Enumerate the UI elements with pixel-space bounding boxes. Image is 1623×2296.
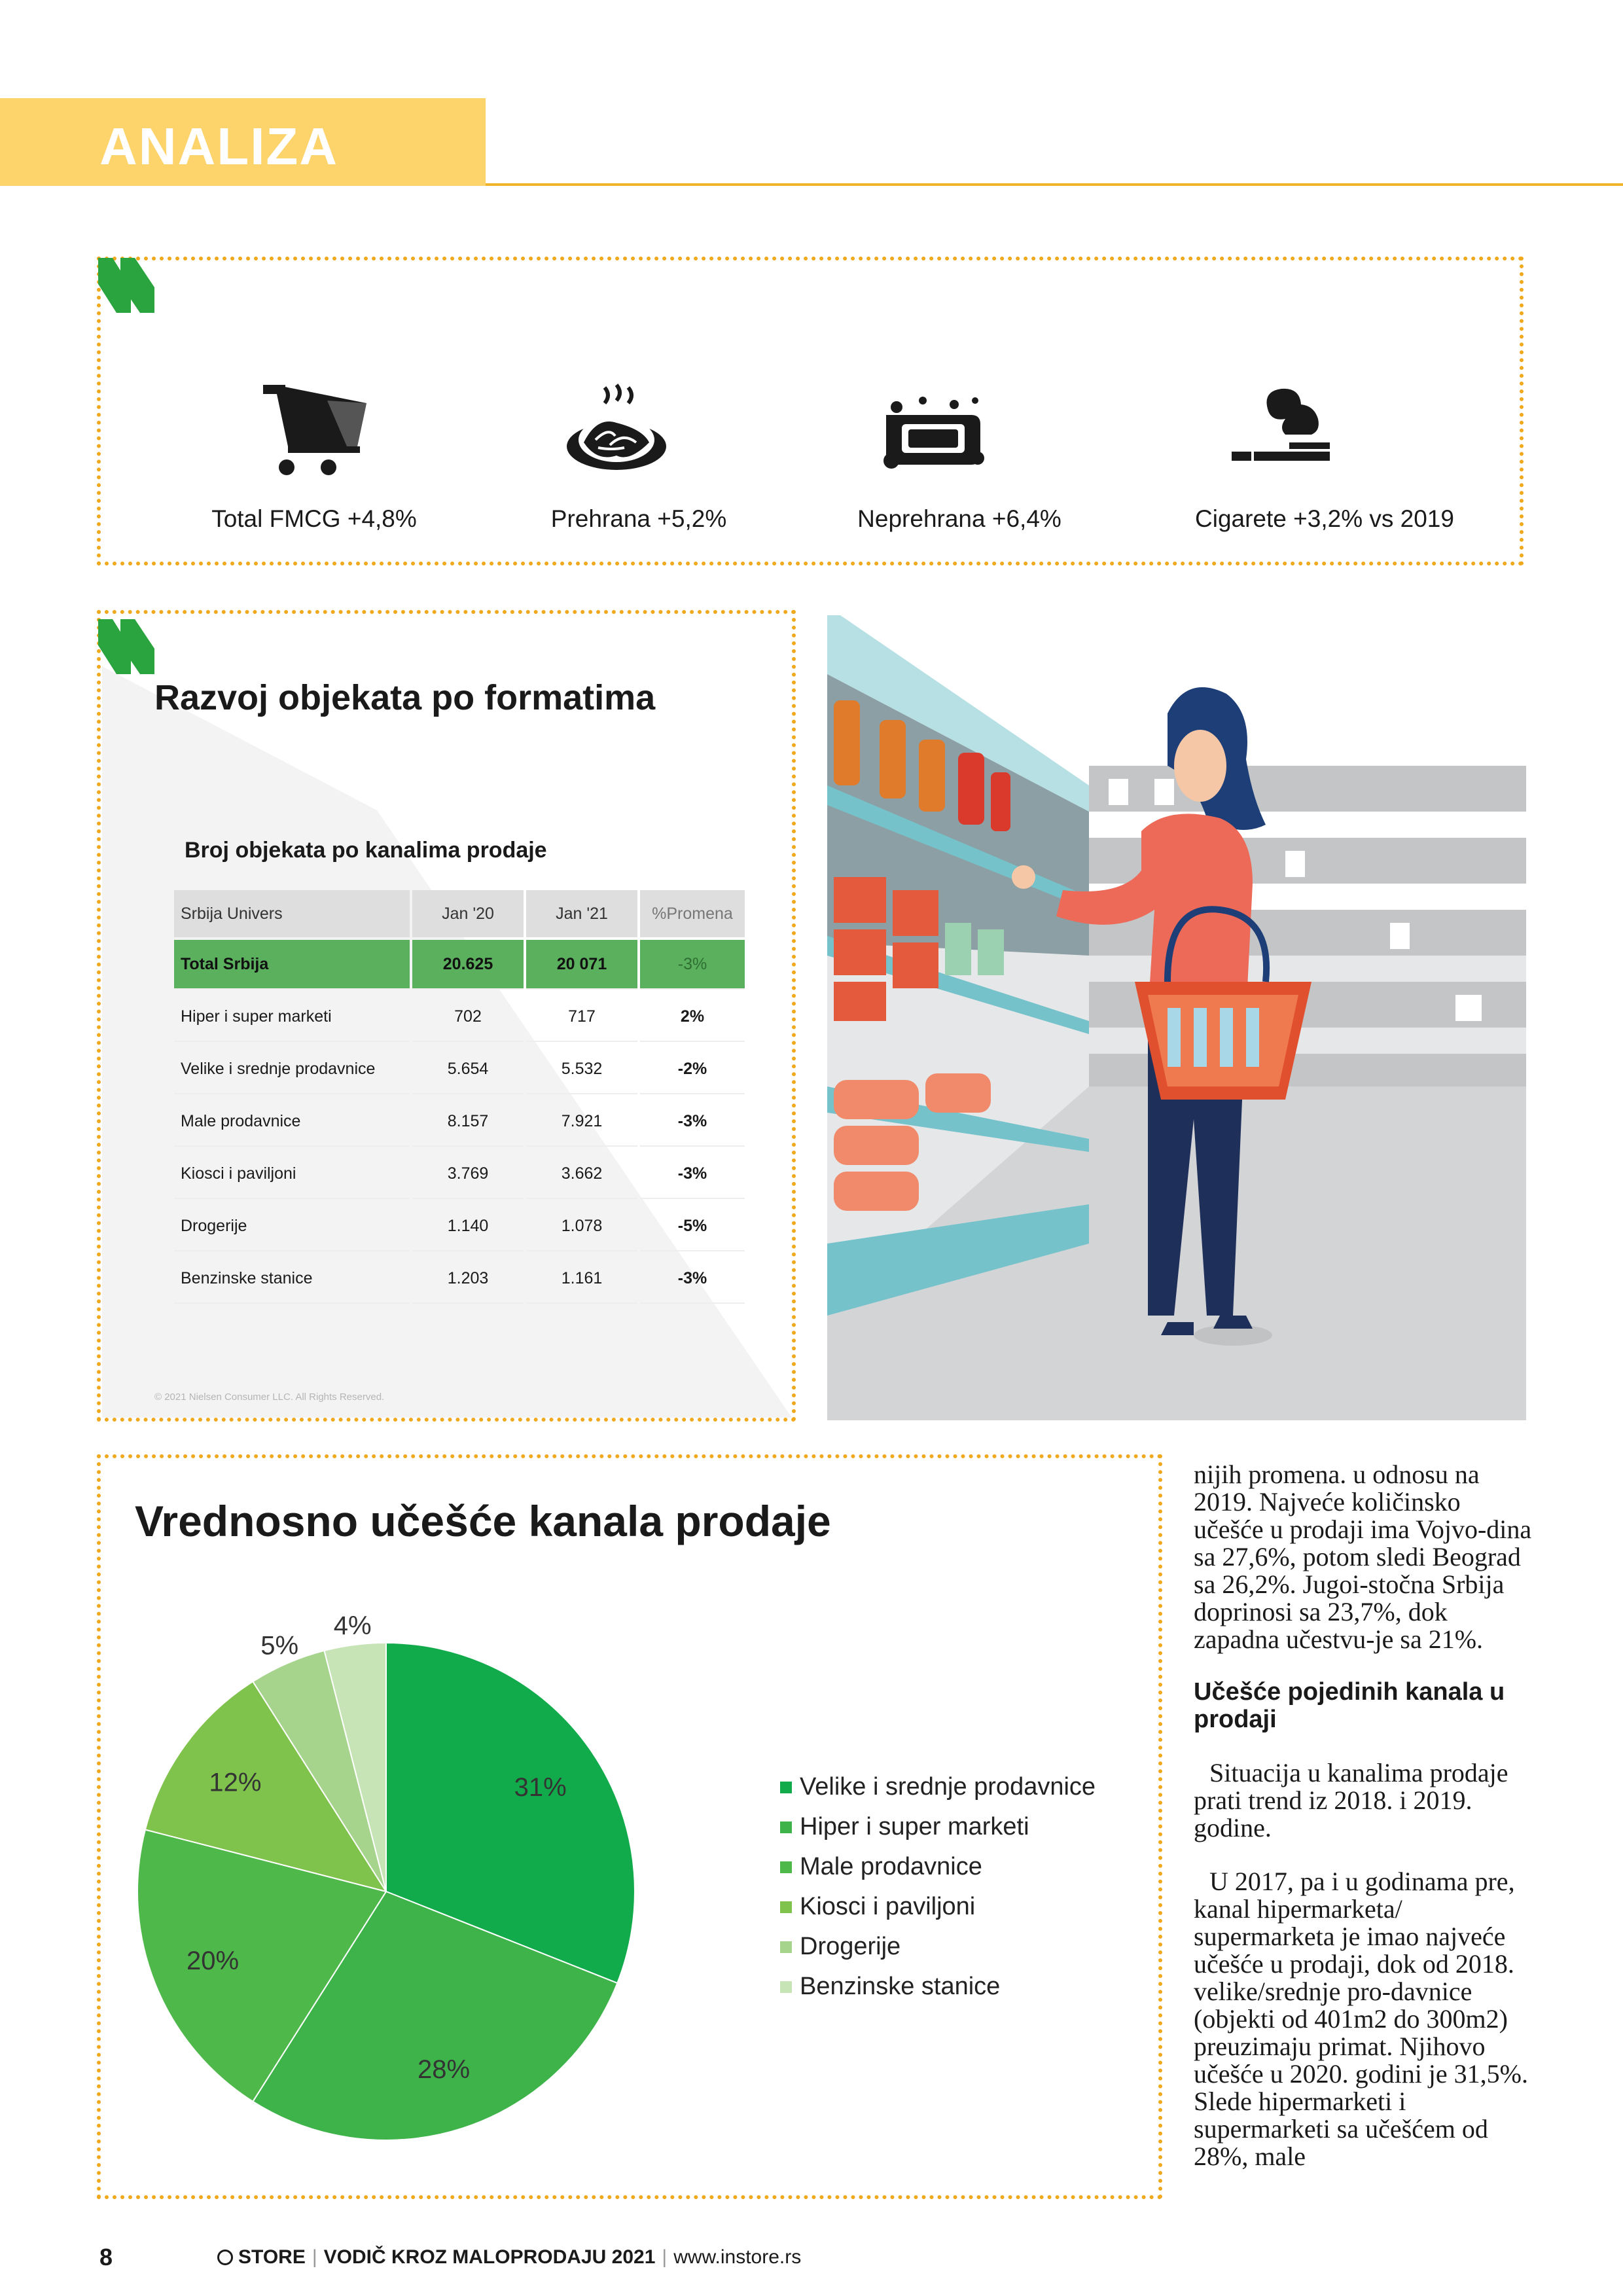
publication-name: VODIČ KROZ MALOPRODAJU 2021 xyxy=(323,2246,656,2268)
website-url: www.instore.rs xyxy=(673,2246,802,2268)
page-footer xyxy=(99,2244,801,2271)
table-cell: -3% xyxy=(640,1149,745,1199)
table-cell: 1.140 xyxy=(412,1202,524,1251)
table-cell: Total Srbija xyxy=(174,940,410,990)
table-cell: 5.532 xyxy=(526,1045,637,1094)
table-row xyxy=(174,992,745,1042)
article-column xyxy=(1194,1461,1534,2170)
table-cell: 20 071 xyxy=(526,940,637,990)
table-cell: 1.161 xyxy=(526,1254,637,1304)
table-cell: -2% xyxy=(640,1045,745,1094)
table-row xyxy=(174,1149,745,1199)
legend-swatch xyxy=(780,1821,792,1833)
article-paragraph: nijih promena. u odnosu na 2019. Najveće količinsko učešće u prodaji ima Vojvo-dina sa 27,6%, potom sledi Beograd sa 26,2%. Jugoi-stočna Srbija doprinosi sa 23,7%, dok zapadna učestvu-je sa 21%. xyxy=(1194,1460,1532,1654)
table-cell: 5.654 xyxy=(412,1045,524,1094)
table-header-row xyxy=(174,890,745,937)
shopper-illustration xyxy=(827,615,1526,1420)
footer-separator: | xyxy=(312,2246,317,2268)
formats-subtitle: Broj objekata po kanalima prodaje xyxy=(185,838,547,863)
food-plate-icon xyxy=(551,374,682,479)
article-paragraph: U 2017, pa i u godinama pre, kanal hipermarketa/ supermarketa je imao najveće učešće u prodaji, dok od 2018. velike/srednje pro-davnice (objekti od 401m2 do 300m2) preuzimaju primat. Njihovo učešće u 2020. godini je 31,5%. Slede hipermarketi i supermarketi sa učešćem od 28%, male xyxy=(1194,1867,1528,2171)
table-cell: 717 xyxy=(526,992,637,1042)
legend-swatch xyxy=(780,1861,792,1873)
pie-data-label: 12% xyxy=(209,1768,262,1797)
article-heading: Učešće pojedinih kanala u prodaji xyxy=(1194,1678,1505,1733)
table-cell: Drogerije xyxy=(174,1202,410,1251)
double-chevron-icon xyxy=(98,258,157,317)
legend-label: Kiosci i paviljoni xyxy=(800,1893,976,1920)
table-cell: 7.921 xyxy=(526,1097,637,1147)
formats-title: Razvoj objekata po formatima xyxy=(154,678,656,717)
legend-swatch xyxy=(780,1782,792,1793)
legend-item xyxy=(780,1847,1096,1887)
column-header: %Promena xyxy=(640,890,745,937)
soap-icon xyxy=(863,374,993,479)
shopping-cart-icon xyxy=(249,374,380,479)
stat-prehrana: Prehrana +5,2% xyxy=(550,505,727,532)
column-header: Jan '21 xyxy=(526,890,637,937)
legend-swatch xyxy=(780,1941,792,1953)
table-row xyxy=(174,1202,745,1251)
legend-item xyxy=(780,1807,1096,1847)
footer-separator: | xyxy=(662,2246,668,2268)
brand-name: STORE xyxy=(238,2246,306,2268)
table-cell: 2% xyxy=(640,992,745,1042)
legend-item xyxy=(780,1887,1096,1927)
legend-item xyxy=(780,1967,1096,2007)
brand-logo-icon xyxy=(217,2250,233,2265)
table-cell: Hiper i super marketi xyxy=(174,992,410,1042)
legend-label: Drogerije xyxy=(800,1933,901,1960)
table-cell: Kiosci i paviljoni xyxy=(174,1149,410,1199)
table-cell: 1.203 xyxy=(412,1254,524,1304)
pie-data-label: 20% xyxy=(186,1946,240,1975)
table-cell: 3.769 xyxy=(412,1149,524,1199)
legend-swatch xyxy=(780,1981,792,1993)
table-row xyxy=(174,1045,745,1094)
column-header: Jan '20 xyxy=(412,890,524,937)
table-cell: Benzinske stanice xyxy=(174,1254,410,1304)
pie-data-label: 5% xyxy=(260,1631,299,1660)
column-header: Srbija Univers xyxy=(174,890,410,937)
table-cell: -3% xyxy=(640,1097,745,1147)
table-cell: -3% xyxy=(640,940,745,990)
stat-neprehrana: Neprehrana +6,4% xyxy=(857,505,1061,532)
table-row xyxy=(174,1254,745,1304)
table-cell: -5% xyxy=(640,1202,745,1251)
legend-swatch xyxy=(780,1901,792,1913)
pie-chart-title: Vrednosno učešće kanala prodaje xyxy=(135,1497,831,1545)
table-cell: 702 xyxy=(412,992,524,1042)
cigarette-icon xyxy=(1213,374,1344,479)
pie-data-label: 31% xyxy=(514,1772,567,1802)
legend-item xyxy=(780,1927,1096,1967)
table-cell: 20.625 xyxy=(412,940,524,990)
legend-label: Velike i srednje prodavnice xyxy=(800,1773,1096,1801)
channels-table xyxy=(171,888,747,1306)
legend-label: Hiper i super marketi xyxy=(800,1813,1029,1840)
table-cell: -3% xyxy=(640,1254,745,1304)
legend-label: Benzinske stanice xyxy=(800,1973,1001,2000)
stat-cigarete: Cigarete +3,2% vs 2019 xyxy=(1195,505,1454,532)
legend-label: Male prodavnice xyxy=(800,1853,982,1880)
table-cell: 1.078 xyxy=(526,1202,637,1251)
article-paragraph: Situacija u kanalima prodaje prati trend iz 2018. i 2019. godine. xyxy=(1194,1758,1508,1842)
pie-data-label: 4% xyxy=(333,1611,372,1641)
table-row-total xyxy=(174,940,745,990)
header-divider xyxy=(486,183,1623,186)
pie-data-label: 28% xyxy=(418,2055,471,2085)
stat-total-fmcg: Total FMCG +4,8% xyxy=(211,505,417,532)
table-cell: 8.157 xyxy=(412,1097,524,1147)
double-chevron-icon xyxy=(98,619,157,678)
pie-chart xyxy=(105,1610,668,2173)
table-cell: Velike i srednje prodavnice xyxy=(174,1045,410,1094)
table-row xyxy=(174,1097,745,1147)
page-number: 8 xyxy=(99,2244,113,2270)
pie-legend xyxy=(780,1767,1096,2007)
table-cell: Male prodavnice xyxy=(174,1097,410,1147)
table-cell: 3.662 xyxy=(526,1149,637,1199)
section-title: ANALIZA xyxy=(99,117,339,175)
copyright-note: © 2021 Nielsen Consumer LLC. All Rights Reserved. xyxy=(154,1391,385,1403)
legend-item xyxy=(780,1767,1096,1807)
